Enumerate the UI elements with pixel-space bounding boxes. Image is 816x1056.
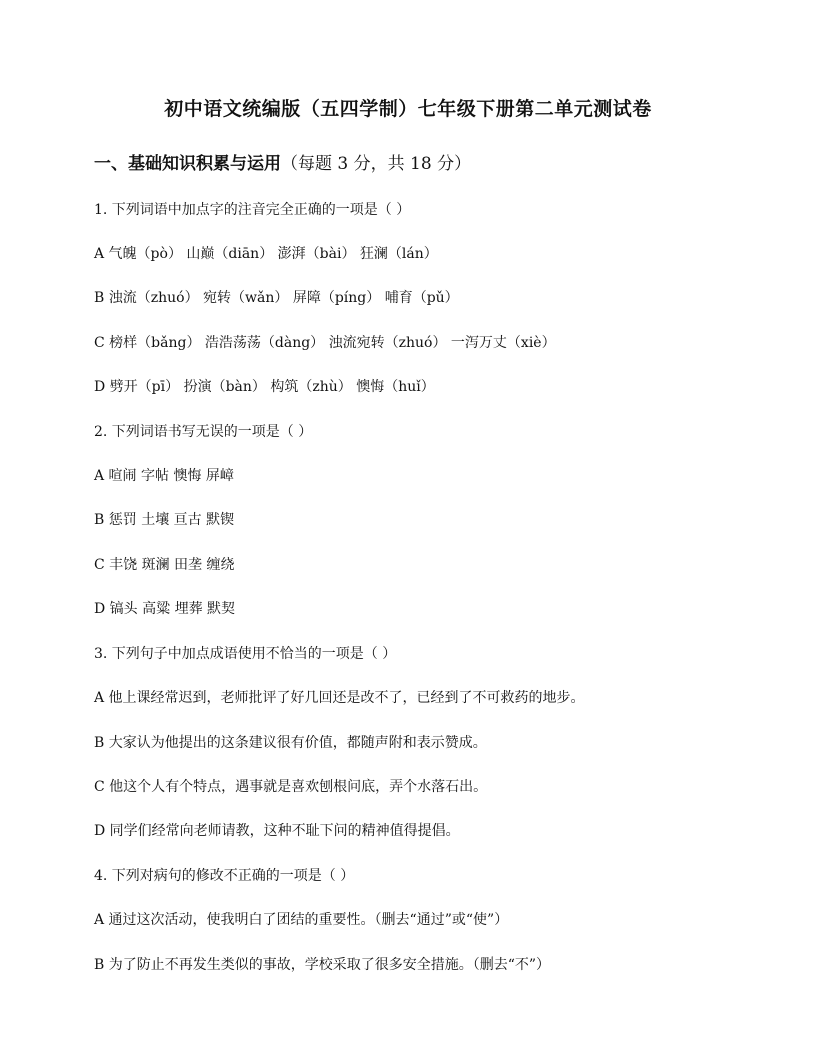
- question-2-option-d: D 镐头 高粱 埋葬 默契: [94, 601, 236, 617]
- question-2-option-b: B 惩罚 土壤 亘古 默锲: [94, 512, 235, 528]
- section-heading-text: 一、基础知识积累与运用: [94, 154, 281, 174]
- question-3-option-a: A 他上课经常迟到，老师批评了好几回还是改不了，已经到了不可救药的地步。: [94, 690, 585, 706]
- question-4-option-a: A 通过这次活动，使我明白了团结的重要性。（删去“通过”或“使”）: [94, 912, 509, 928]
- question-1-option-c: C 榜样（bǎng） 浩浩荡荡（dàng） 浊流宛转（zhuó） 一泻万丈（xiè）: [94, 335, 556, 351]
- question-1-stem: 1. 下列词语中加点字的注音完全正确的一项是（ ）: [94, 202, 411, 218]
- question-4-stem: 4. 下列对病句的修改不正确的一项是（ ）: [94, 868, 355, 884]
- question-2-option-c: C 丰饶 斑澜 田垄 缠绕: [94, 557, 235, 573]
- question-3-option-d: D 同学们经常向老师请教，这种不耻下问的精神值得提倡。: [94, 823, 460, 839]
- question-3-option-b: B 大家认为他提出的这条建议很有价值，都随声附和表示赞成。: [94, 735, 487, 751]
- question-2-stem: 2. 下列词语书写无误的一项是（ ）: [94, 424, 313, 440]
- question-1-option-b: B 浊流（zhuó） 宛转（wǎn） 屏障（píng） 哺育（pǔ）: [94, 290, 459, 306]
- section-score-note: （每题 3 分，共 18 分）: [281, 154, 472, 174]
- question-4-option-b: B 为了防止不再发生类似的事故，学校采取了很多安全措施。（删去“不”）: [94, 957, 551, 973]
- question-3-stem: 3. 下列句子中加点成语使用不恰当的一项是（ ）: [94, 646, 397, 662]
- question-1-option-a: A 气魄（pò） 山巅（diān） 澎湃（bài） 狂澜（lán）: [94, 246, 438, 262]
- section-heading: [94, 149, 471, 174]
- question-3-option-c: C 他这个人有个特点，遇事就是喜欢刨根问底，弄个水落石出。: [94, 779, 488, 795]
- question-1-option-d: D 劈开（pī） 扮演（bàn） 构筑（zhù） 懊悔（huǐ）: [94, 379, 435, 395]
- question-2-option-a: A 喧闹 字帖 懊悔 屏嶂: [94, 468, 234, 484]
- document-title: 初中语文统编版（五四学制）七年级下册第二单元测试卷: [164, 98, 652, 120]
